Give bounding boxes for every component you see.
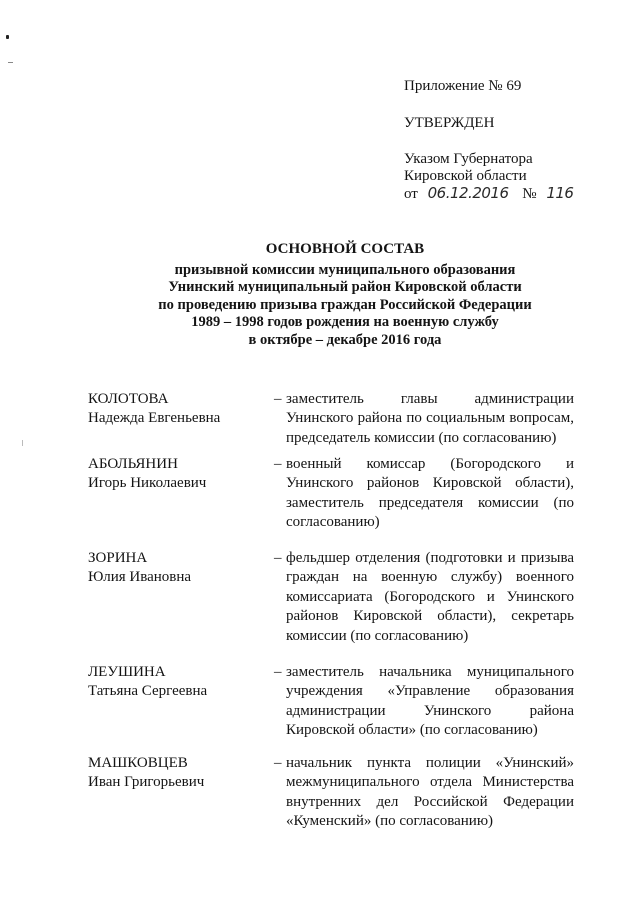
scan-speck — [6, 35, 9, 39]
member-role: заместитель главы администрации Унинского района по социальным вопросам, председатель комиссии (по согласованию) — [286, 391, 574, 446]
approval-stamp-block — [404, 78, 614, 203]
handwritten-number: 116 — [546, 184, 574, 202]
member-given-name: Надежда Евгеньевна — [88, 410, 221, 427]
member-dash: – — [274, 550, 282, 566]
member-name — [88, 663, 268, 702]
appendix-label: Приложение № 69 — [404, 78, 522, 94]
title-main: ОСНОВНОЙ СОСТАВ — [265, 241, 425, 257]
member-name — [88, 549, 268, 588]
member-role: военный комиссар (Богородского и Унинского районов Кировской области), заместитель председателя комиссии (по согласованию) — [286, 456, 574, 531]
member-dash: – — [274, 755, 282, 771]
title-line: 1989 – 1998 годов рождения на военную службу — [191, 314, 499, 331]
member-surname: МАШКОВЦЕВ — [88, 755, 188, 771]
member-role: фельдшер отделения (подготовки и призыва граждан на военную службу) военного комиссариата (Богородского и Унинского районов Кировской области), секретарь комиссии (по согласованию) — [286, 550, 574, 644]
member-dash: – — [274, 391, 282, 407]
scan-speck — [22, 440, 23, 446]
scan-speck — [8, 62, 13, 63]
from-label: от — [404, 186, 418, 202]
member-role: заместитель начальника муниципального учреждения «Управление образования администрации Унинского района Кировской области» (по согласованию) — [286, 664, 574, 739]
member-given-name: Иван Григорьевич — [88, 774, 205, 791]
approved-label: УТВЕРЖДЕН — [404, 115, 495, 131]
member-dash: – — [274, 664, 282, 680]
member-name — [88, 455, 268, 494]
member-given-name: Игорь Николаевич — [88, 475, 207, 492]
member-name — [88, 390, 268, 429]
title-line: призывной комиссии муниципального образования — [174, 261, 516, 278]
member-surname: АБОЛЬЯНИН — [88, 456, 178, 472]
title-line: в октябре – декабре 2016 года — [248, 331, 442, 348]
decree-date-number-line — [404, 185, 614, 203]
number-label: № — [522, 186, 537, 202]
decree-line-1: Указом Губернатора — [404, 151, 533, 167]
member-surname: ЛЕУШИНА — [88, 664, 166, 680]
member-dash: – — [274, 456, 282, 472]
member-surname: КОЛОТОВА — [88, 391, 169, 407]
member-surname: ЗОРИНА — [88, 550, 148, 566]
member-given-name: Татьяна Сергеевна — [88, 683, 208, 700]
member-role: начальник пункта полиции «Унинский» межмуниципального отдела Министерства внутренних дел Российской Федерации «Куменский» (по согласованию) — [286, 755, 574, 830]
document-title — [80, 241, 610, 350]
member-name — [88, 754, 268, 793]
title-line: по проведению призыва граждан Российской Федерации — [158, 296, 532, 313]
decree-line-2: Кировской области — [404, 168, 527, 184]
title-line: Унинский муниципальный район Кировской области — [168, 279, 522, 296]
handwritten-date: 06.12.2016 — [427, 184, 509, 202]
member-given-name: Юлия Ивановна — [88, 569, 192, 586]
